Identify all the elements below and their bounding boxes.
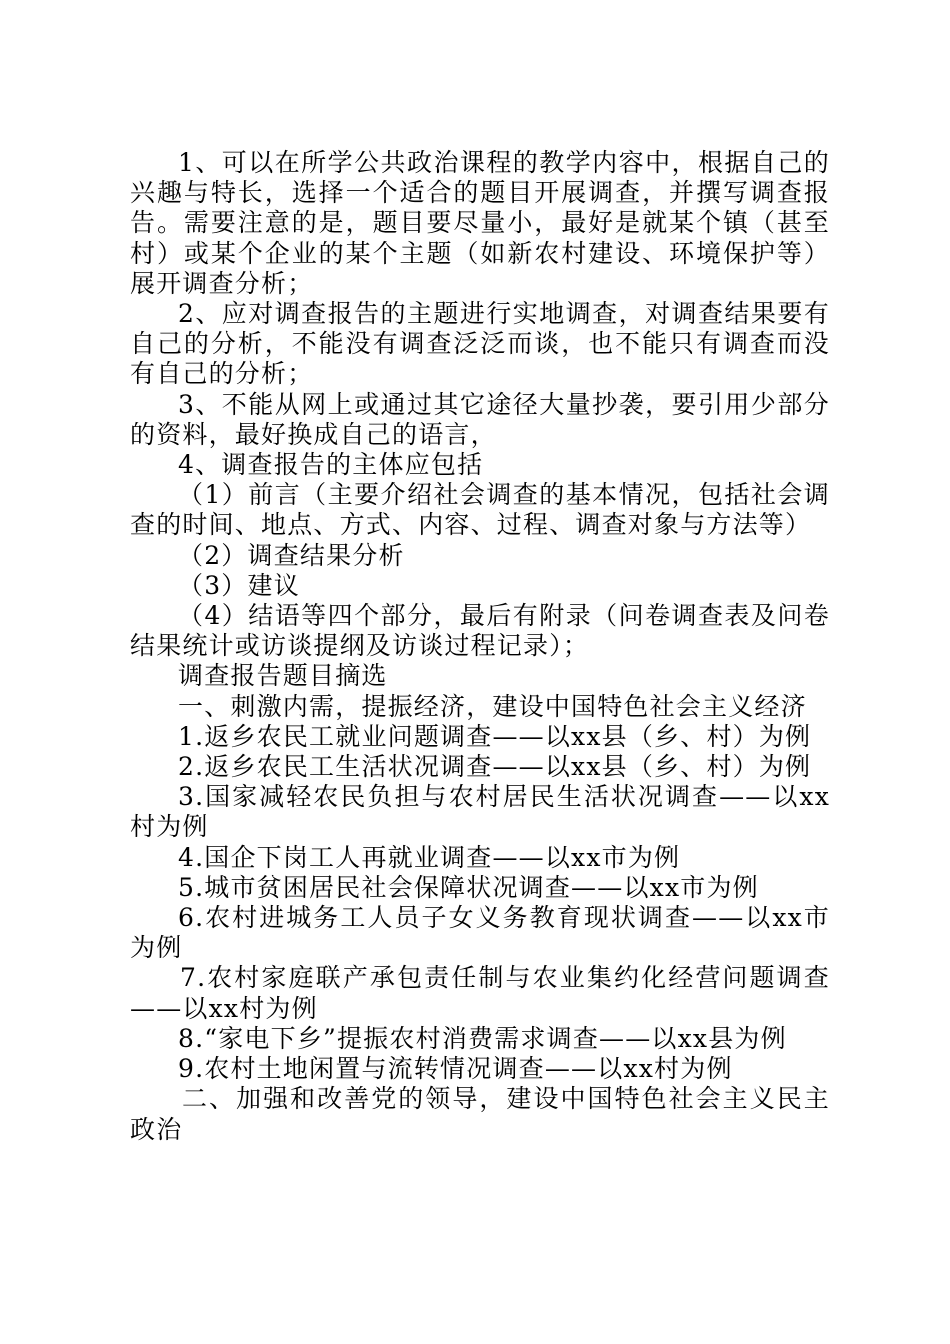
topic-item: 7.农村家庭联产承包责任制与农业集约化经营问题调查——以xx村为例 (130, 963, 830, 1023)
paragraph-requirement-3: 3、不能从网上或通过其它途径大量抄袭，要引用少部分的资料，最好换成自己的语言， (130, 389, 830, 449)
topic-item: 9.农村土地闲置与流转情况调查——以xx村为例 (178, 1054, 733, 1084)
topic-item: 8.“家电下乡”提振农村消费需求调查——以xx县为例 (178, 1023, 787, 1053)
paragraph-section-analysis: （2）调查结果分析 (178, 540, 405, 570)
topic-item: 1.返乡农民工就业问题调查——以xx县（乡、村）为例 (178, 721, 812, 751)
topic-category-politics: 二、加强和改善党的领导，建设中国特色社会主义民主政治 (130, 1084, 830, 1144)
topic-item: 4.国企下岗工人再就业调查——以xx市为例 (178, 842, 681, 872)
topic-category-economy: 一、刺激内需，提振经济，建设中国特色社会主义经济 (178, 691, 807, 721)
document-body (130, 148, 830, 1145)
topic-item: 3.国家减轻农民负担与农村居民生活状况调查——以xx村为例 (130, 782, 830, 842)
paragraph-requirement-4: 4、调查报告的主体应包括 (178, 450, 484, 480)
paragraph-requirement-1: 1、可以在所学公共政治课程的教学内容中，根据自己的兴趣与特长，选择一个适合的题目开展调查，并撰写调查报告。需要注意的是，题目要尽量小，最好是就某个镇（甚至村）或某个企业的某个主题（如新农村建设、环境保护等）展开调查分析； (130, 148, 830, 298)
paragraph-section-conclusion: （4）结语等四个部分，最后有附录（问卷调查表及问卷结果统计或访谈提纲及访谈过程记录）； (130, 601, 830, 661)
paragraph-requirement-2: 2、应对调查报告的主题进行实地调查，对调查结果要有自己的分析，不能没有调查泛泛而谈，也不能只有调查而没有自己的分析； (130, 299, 830, 389)
paragraph-section-preface: （1）前言（主要介绍社会调查的基本情况，包括社会调查的时间、地点、方式、内容、过程、调查对象与方法等） (130, 480, 830, 540)
paragraph-section-suggestions: （3）建议 (178, 570, 300, 600)
topic-item: 6.农村进城务工人员子女义务教育现状调查——以xx市为例 (130, 903, 830, 963)
topic-item: 5.城市贫困居民社会保障状况调查——以xx市为例 (178, 872, 759, 902)
topics-heading: 调查报告题目摘选 (178, 661, 388, 691)
topic-item: 2.返乡农民工生活状况调查——以xx县（乡、村）为例 (178, 752, 812, 782)
